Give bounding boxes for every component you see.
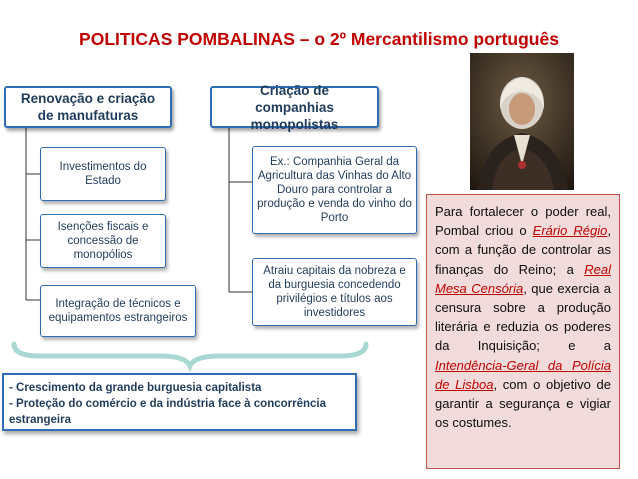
side-text-3: , que exercia a censura sobre a produção literária e reduzia os poderes da Inquisição; e a (435, 280, 611, 354)
portrait-image (470, 53, 574, 190)
side-text-1: Para fortalecer o poder real, Pombal criou o (435, 204, 611, 239)
side-info-box (426, 194, 620, 469)
consequences-box (2, 373, 357, 431)
side-text-4: , com o objetivo de garantir a segurança e vigiar os costumes. (435, 376, 611, 431)
col1-connector (26, 127, 40, 300)
col1-item-1: Investimentos do Estado (40, 147, 166, 201)
col1-item-2: Isenções fiscais e concessão de monopólios (40, 214, 166, 268)
col2-item-2: Atraiu capitais da nobreza e da burguesia concedendo privilégios e títulos aos investidores (252, 258, 417, 326)
col2-header: Criação de companhias monopolistas (210, 86, 379, 128)
col2-connector (229, 127, 252, 292)
brace (14, 344, 366, 366)
page-title: POLITICAS POMBALINAS – o 2º Mercantilismo português (79, 29, 559, 49)
real-mesa-censoria: Real Mesa Censória (435, 261, 611, 296)
col1-header: Renovação e criação de manufaturas (4, 86, 172, 128)
side-text-2: , com a função de controlar as finanças do Reino; a (435, 223, 611, 277)
consequence-2: - Proteção do comércio e da indústria face à concorrência estrangeira (9, 398, 326, 426)
erario-regio: Erário Régio (532, 223, 608, 239)
consequence-1: - Crescimento da grande burguesia capitalista (9, 382, 262, 394)
col1-item-3: Integração de técnicos e equipamentos estrangeiros (40, 285, 196, 337)
col2-item-1: Ex.: Companhia Geral da Agricultura das Vinhas do Alto Douro para controlar a produção e venda do vinho do Porto (252, 146, 417, 234)
intendencia-geral: Intendência-Geral da Polícia de Lisboa (435, 357, 611, 392)
